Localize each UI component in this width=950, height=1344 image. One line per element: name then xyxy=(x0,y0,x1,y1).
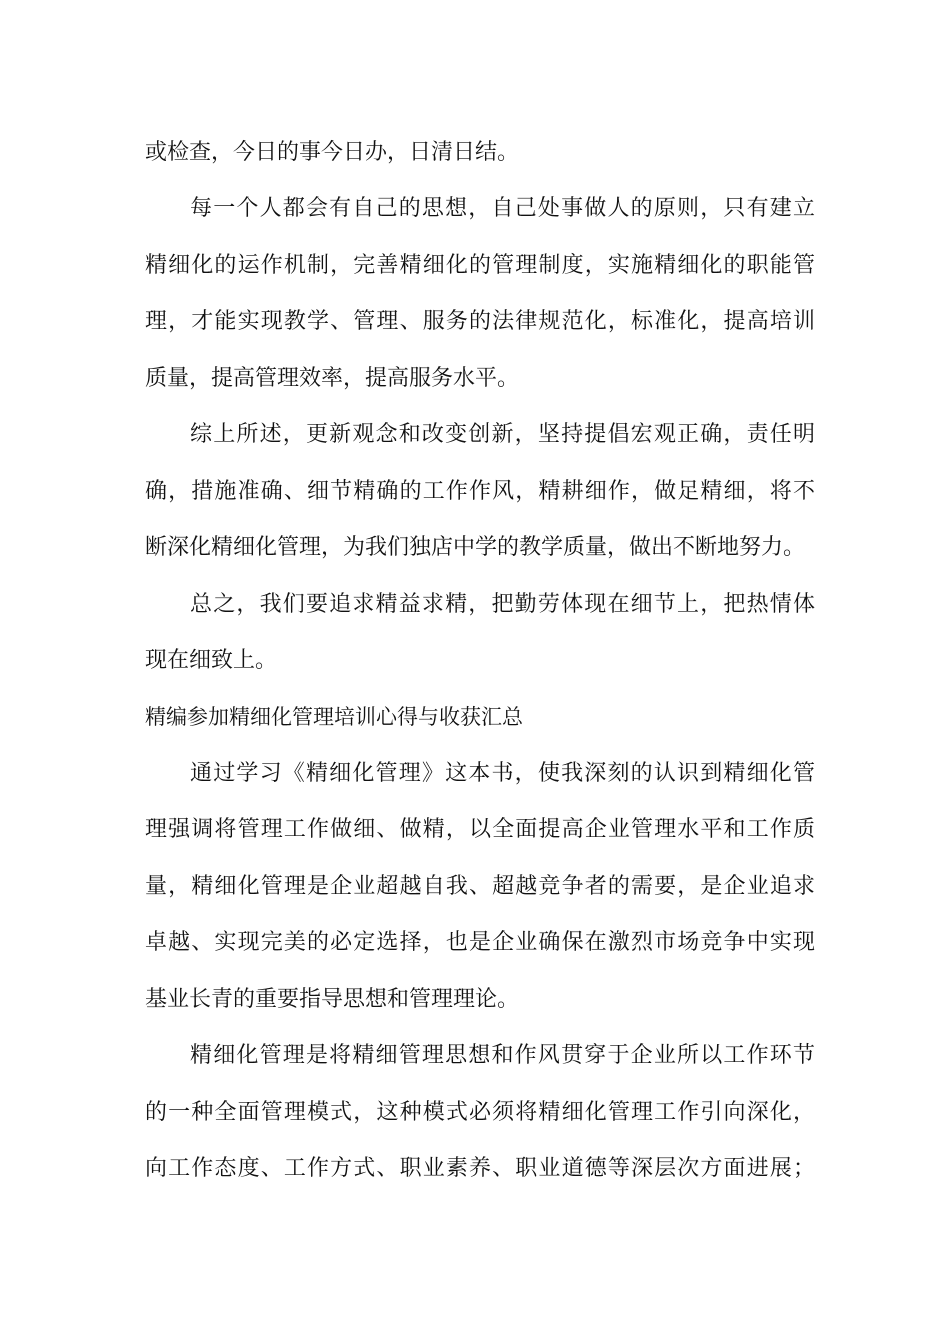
paragraph-1-line-1: 或检查，今日的事今日办，日清日结。 xyxy=(145,140,520,165)
paragraph-5-line-4: 卓越、实现完美的必定选择，也是企业确保在激烈市场竞争中实现 xyxy=(145,930,815,955)
paragraph-5-line-5: 基业长青的重要指导思想和管理理论。 xyxy=(145,987,520,1012)
paragraph-3-line-2: 确，措施准确、细节精确的工作作风，精耕细作，做足精细，将不 xyxy=(145,479,815,504)
paragraph-3-line-3: 断深化精细化管理，为我们独店中学的教学质量，做出不断地努力。 xyxy=(145,535,806,560)
paragraph-5-line-3: 量，精细化管理是企业超越自我、超越竞争者的需要，是企业追求 xyxy=(145,874,815,899)
paragraph-3-line-1: 综上所述，更新观念和改变创新，坚持提倡宏观正确，责任明 xyxy=(190,422,815,447)
paragraph-2-line-2: 精细化的运作机制，完善精细化的管理制度，实施精细化的职能管 xyxy=(145,253,815,278)
section-heading: 精编参加精细化管理培训心得与收获汇总 xyxy=(145,705,523,729)
paragraph-5-line-2: 理强调将管理工作做细、做精，以全面提高企业管理水平和工作质 xyxy=(145,817,815,842)
paragraph-4-line-2: 现在细致上。 xyxy=(145,648,278,673)
paragraph-6-line-1: 精细化管理是将精细管理思想和作风贯穿于企业所以工作环节 xyxy=(190,1043,815,1068)
paragraph-2-line-1: 每一个人都会有自己的思想，自己处事做人的原则，只有建立 xyxy=(190,196,815,221)
paragraph-6-line-3: 向工作态度、工作方式、职业素养、职业道德等深层次方面进展； xyxy=(145,1156,815,1181)
paragraph-5-line-1: 通过学习《精细化管理》这本书，使我深刻的认识到精细化管 xyxy=(190,761,815,786)
paragraph-2-line-3: 理，才能实现教学、管理、服务的法律规范化，标准化，提高培训 xyxy=(145,309,815,334)
paragraph-6-line-2: 的一种全面管理模式，这种模式必须将精细化管理工作引向深化， xyxy=(145,1100,815,1125)
paragraph-4-line-1: 总之，我们要追求精益求精，把勤劳体现在细节上，把热情体 xyxy=(190,592,815,617)
paragraph-2-line-4: 质量，提高管理效率，提高服务水平。 xyxy=(145,366,520,391)
